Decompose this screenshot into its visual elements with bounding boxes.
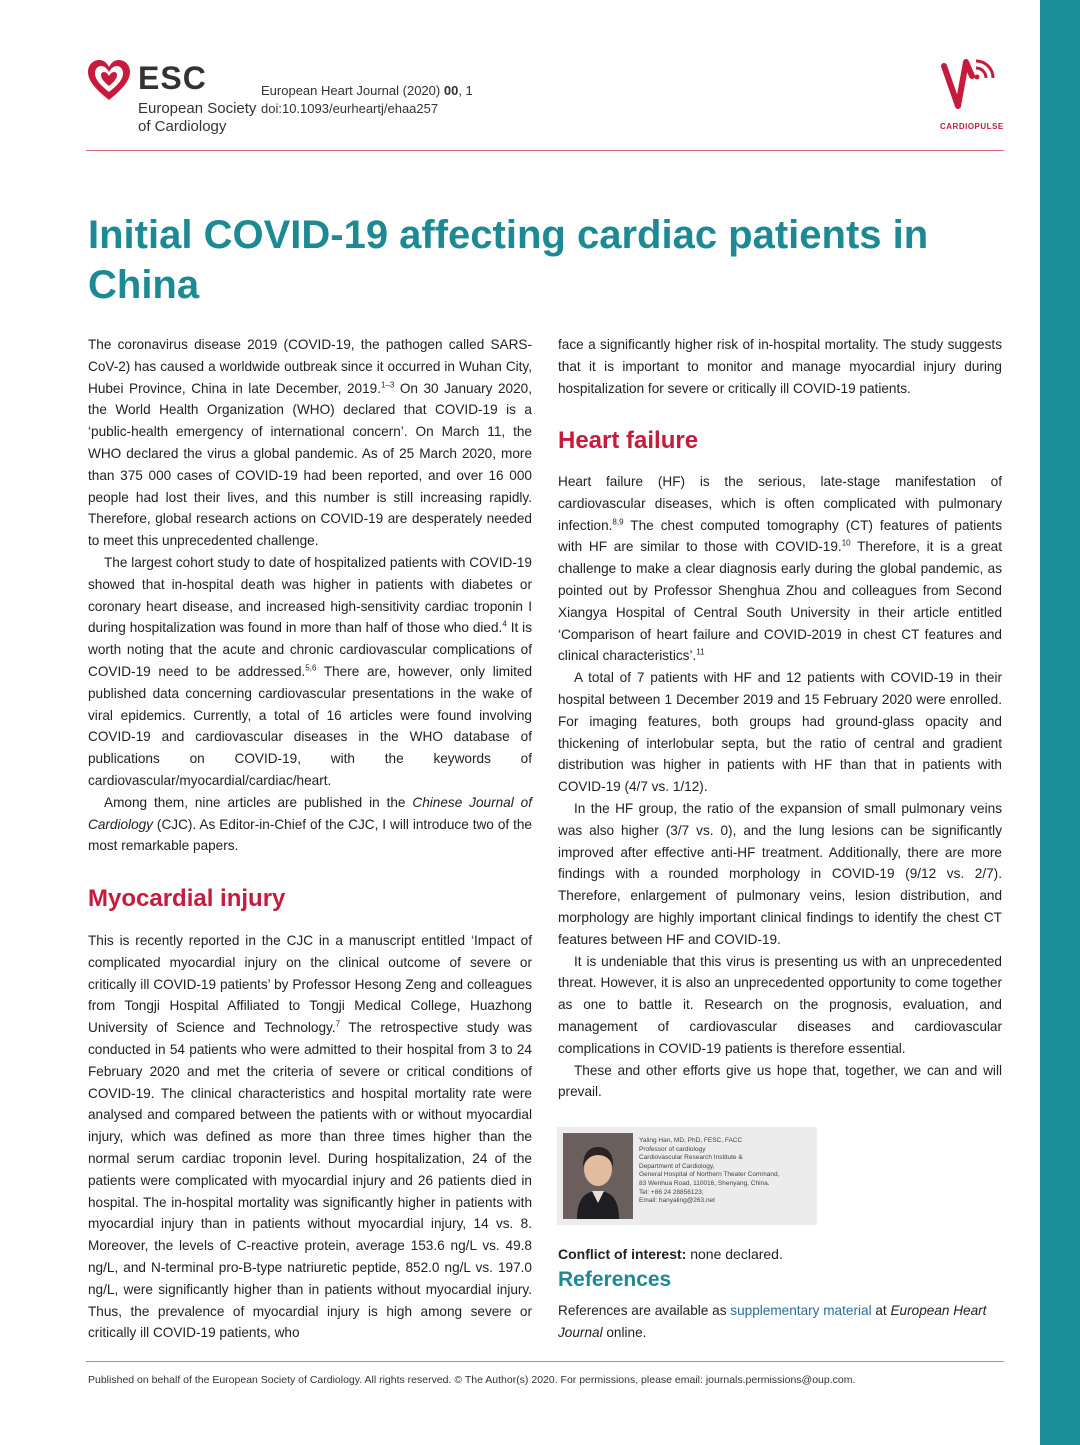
cardiopulse-label: CARDIOPULSE <box>940 122 1004 131</box>
paragraph: A total of 7 patients with HF and 12 patients with COVID-19 in their hospital between 1 December 2019 and 15 February 2020 were enrolled. For imaging features, both groups had ground-glass opacity and thickening of interlobular septa, but the ratio of central and gradient distribution was higher in patients with HF than that in patients with COVID-19 (4/7 vs. 1/12). <box>558 670 1002 795</box>
references-text: References are available as supplementary material at European Heart Journal online. <box>558 1303 987 1340</box>
esc-society-name-line1: European Society <box>138 100 257 117</box>
journal-name: European Heart Journal (2020) <box>261 83 441 98</box>
journal-page: , 1 <box>458 83 473 98</box>
right-column-lower <box>558 471 1002 1103</box>
esc-wordmark: ESC <box>138 60 207 96</box>
author-box <box>557 1127 817 1225</box>
footer-text: Published on behalf of the European Society of Cardiology. All rights reserved. © The Author(s) 2020. For permissions, please email: journals.permissions@oup.com. <box>88 1374 856 1386</box>
left-column-lower <box>88 930 532 1344</box>
author-photo <box>563 1133 633 1219</box>
journal-issue: 00 <box>443 83 459 98</box>
paragraph: This is recently reported in the CJC in a manuscript entitled ‘Impact of complicated myocardial injury on the clinical outcome of severe or critically ill COVID-19 patients’ by Professor Hesong Zeng and colleagues from Tongji Hospital Affiliated to Tongji Medical College, Huazhong University of Science and Technology.$^7$ The retrospective study was conducted in 54 patients who were admitted to their hospital from 3 to 24 February 2020 and met the criteria of severe or critical conditions of COVID-19. The clinical characteristics and hospital mortality rate were analysed and compared between the patients with or without myocardial injury, which was defined as more than three times higher than the normal serum cardiac troponin level. During hospitalization, 24 of the patients were complicated with myocardial injury and 26 patients died in hospital. The in-hospital mortality was significantly higher in patients with myocardial injury than in patients without myocardial injury, 14 vs. 8. Moreover, the levels of C-reactive protein, average 153.6 ng/L vs. 49.8 ng/L, and N-terminal pro-B-type natriuretic peptide, 852.0 ng/L vs. 197.0 ng/L, were significantly higher than in patients without myocardial injury. Thus, the prevalence of myocardial injury is high among severe or critically ill COVID-19 patients, who <box>88 933 532 1341</box>
paragraph: It is undeniable that this virus is presenting us with an unprecedented threat. However, it is also an unprecedented opportunity to come together as one to battle it. Research on the prognosis, evaluation, and management of cardiovascular diseases and cardiovascular complications in COVID-19 patients is therefore essential. <box>558 953 1002 1056</box>
paragraph: These and other efforts give us hope that, together, we can and will prevail. <box>558 1062 1002 1100</box>
paragraph: Heart failure (HF) is the serious, late-stage manifestation of cardiovascular diseases, which is often complicated with pulmonary infection.$^{8,9}$ The chest computed tomography (CT) features of patients with HF are similar to those with COVID-19.10 Therefore, it is a great challenge to make a clear diagnosis early during the global pandemic, as pointed out by Professor Shenghua Zhou and colleagues from Second Xiangya Hospital of Central South University in their article entitled ‘Comparison of heart failure and COVID-2019 in chest CT features and clinical characteristics’.$^{11}$ <box>558 474 1003 664</box>
section-heading-heart-failure: Heart failure <box>558 427 699 454</box>
page-edge-sidebar <box>1040 0 1080 1445</box>
paragraph: face a significantly higher risk of in-hospital mortality. The study suggests that it is important to monitor and manage myocardial injury during hospitalization for severe or critically ill COVID-19 patients. <box>558 337 1002 396</box>
page-header <box>86 56 1004 152</box>
paragraph: The largest cohort study to date of hospitalized patients with COVID-19 showed that in-hospital death was higher in patients with diabetes or coronary heart disease, and increased high-sensitivity cardiac troponin I during hospitalization was found in more than half of those who died.$^4$ It is worth noting that the acute and chronic cardiovascular complications of COVID-19 need to be addressed.$^{5,6}$ There are, however, only limited published data concerning cardiovascular presentations in the wake of viral epidemics. Currently, a total of 16 articles were found involving COVID-19 and cardiovascular diseases in the WHO database of publications on COVID-19, with the keywords of cardiovascular/myocardial/cardiac/heart. <box>88 554 532 788</box>
right-column <box>558 334 1002 399</box>
journal-citation <box>261 82 473 118</box>
author-affiliation: Yaling Han, MD, PhD, FESC, FACC Professor of cardiology Cardiovascular Research Institute & Department of Cardiology, General Hospital of Northern Theater Command, 83 Wenhua Road, 110016, Shenyang, China. Tel: +86 24 28856123; Email: hanyaling@263.net <box>639 1137 780 1205</box>
esc-logo <box>86 56 266 136</box>
article-title: Initial COVID-19 affecting cardiac patients in China <box>88 213 929 307</box>
journal-doi: doi:10.1093/eurheartj/ehaa257 <box>261 101 439 116</box>
esc-heart-icon <box>86 58 132 104</box>
esc-society-name-line2: of Cardiology <box>138 118 227 135</box>
left-column <box>88 334 532 857</box>
paragraph: Among them, nine articles are published in the Chinese Journal of Cardiology (CJC). As Editor-in-Chief of the CJC, I will introduce two of the most remarkable papers. <box>88 794 532 854</box>
paragraph: In the HF group, the ratio of the expansion of small pulmonary veins was also higher (3/7 vs. 0), and the lung lesions can be significantly improved after effective anti-HF treatment. Additionally, there are more findings with a rounded morphology in COVID-19 (9/12 vs. 2/7). Therefore, enlargement of pulmonary veins, lesion distribution, and morphology are highly important clinical findings to identify the chest CT features between HF and COVID-19. <box>558 800 1002 947</box>
header-divider <box>86 150 1004 151</box>
supplementary-material-link[interactable]: supplementary material <box>730 1303 872 1318</box>
section-heading-myocardial-injury: Myocardial injury <box>88 885 286 912</box>
conflict-of-interest: Conflict of interest: none declared. <box>558 1246 783 1262</box>
paragraph: The coronavirus disease 2019 (COVID-19, the pathogen called SARS-CoV-2) has caused a worldwide outbreak since it occurred in Wuhan City, Hubei Province, China in late December, 2019.$^{1-3}$ On 30 January 2020, the World Health Organization (WHO) declared that COVID-19 is a ‘public-health emergency of international concern’. On March 11, the WHO declared the virus a global pandemic. As of 25 March 2020, more than 375 000 cases of COVID-19 had been reported, and over 16 000 people had lost their lives, and this number is still increasing rapidly. Therefore, global research actions on COVID-19 are desperately needed to meet this unprecedented challenge. <box>88 337 532 549</box>
references-heading: References <box>558 1268 672 1291</box>
footer-divider <box>86 1361 1004 1362</box>
